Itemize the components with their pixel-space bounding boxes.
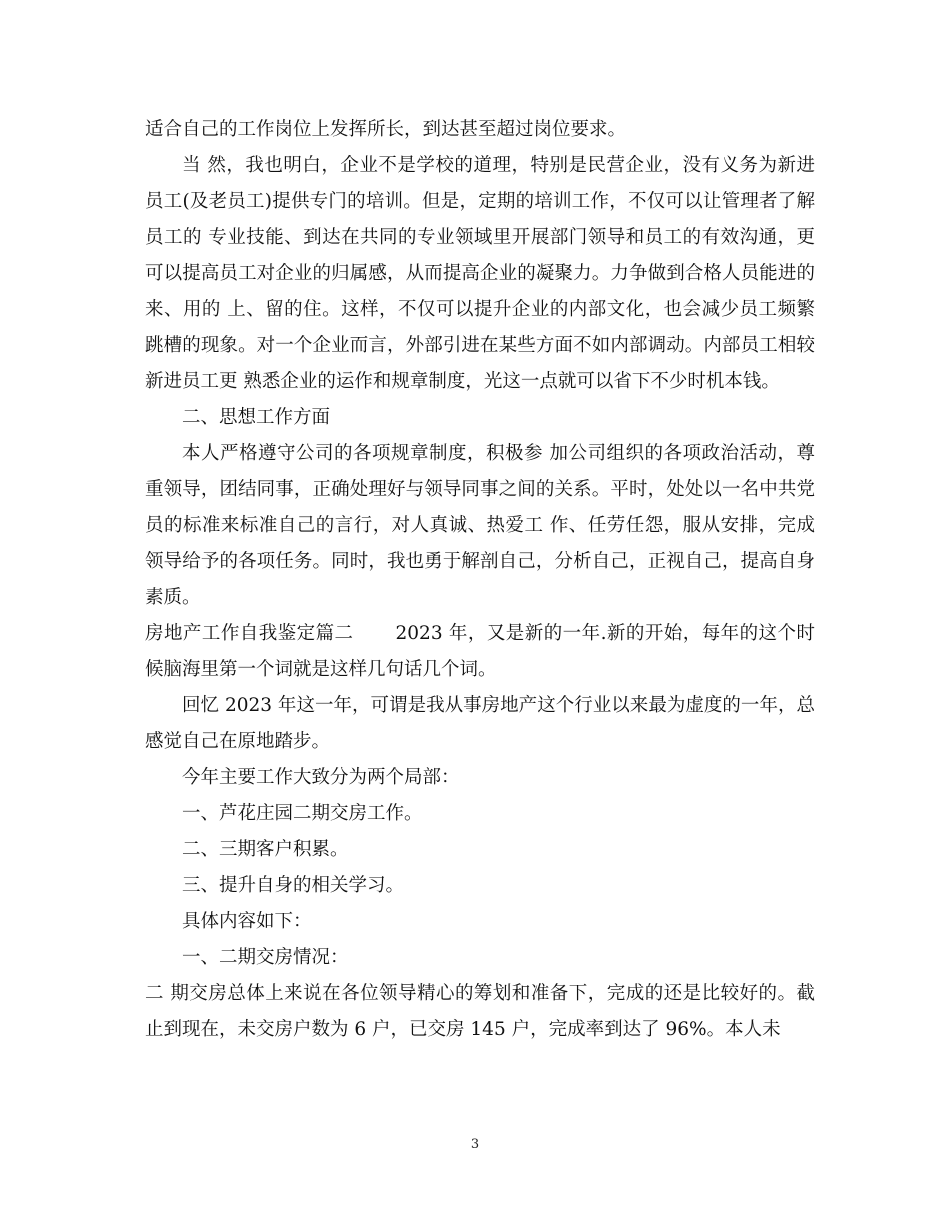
section-heading-thought-work: 二、思想工作方面 <box>182 407 331 428</box>
article-title: 房地产工作自我鉴定篇二 <box>145 623 354 644</box>
paragraph-8: 二 期交房总体上来说在各位领导精心的筹划和准备下，完成的还是比较好的。截止到现在，未交房户数为 6 户，已交房 145 户，完成率到达了 96%。本人未 <box>145 983 815 1040</box>
paragraph-4: 2023 年，又是新的一年.新的开始，每年的这个时候脑海里第一个词就是这样几句话几个词。 <box>145 623 815 680</box>
list-item-1: 一、芦花庄园二期交房工作。 <box>182 803 423 824</box>
paragraph-6: 今年主要工作大致分为两个局部： <box>182 767 460 788</box>
document-body <box>145 112 815 1048</box>
section-heading-handover: 一、二期交房情况： <box>182 947 349 968</box>
paragraph-2: 当 然，我也明白，企业不是学校的道理，特别是民营企业，没有义务为新进员工(及老员工)提供专门的培训。但是，定期的培训工作，不仅可以让管理者了解员工的 专业技能、到达在共同的专业领域里开展部门领导和员工的有效沟通，更可以提高员工对企业的归属感，从而提高企业的凝聚力。力争做到合格人员能进的来、用的 上、留的住。这样，不仅可以提升企业的内部文化，也会减少员工频繁跳槽的现象。对一个企业而言，外部引进在某些方面不如内部调动。内部员工相较新进员工更 熟悉企业的运作和规章制度，光这一点就可以省下不少时机本钱。 <box>145 155 815 392</box>
paragraph-7: 具体内容如下： <box>182 911 312 932</box>
page-number: 3 <box>470 1137 480 1152</box>
paragraph-5: 回忆 2023 年这一年，可谓是我从事房地产这个行业以来最为虚度的一年，总感觉自己在原地踏步。 <box>145 695 815 752</box>
article-heading-line <box>145 616 815 688</box>
paragraph-1: 适合自己的工作岗位上发挥所长，到达甚至超过岗位要求。 <box>145 119 627 140</box>
paragraph-3: 本人严格遵守公司的各项规章制度，积极参 加公司组织的各项政治活动，尊重领导，团结同事，正确处理好与领导同事之间的关系。平时，处处以一名中共党员的标准来标准自己的言行，对人真诚、热爱工 作、任劳任怨，服从安排，完成领导给予的各项任务。同时，我也勇于解剖自己，分析自己，正视自己，提高自身素质。 <box>145 443 815 608</box>
list-item-2: 二、三期客户积累。 <box>182 839 349 860</box>
list-item-3: 三、提升自身的相关学习。 <box>182 875 405 896</box>
